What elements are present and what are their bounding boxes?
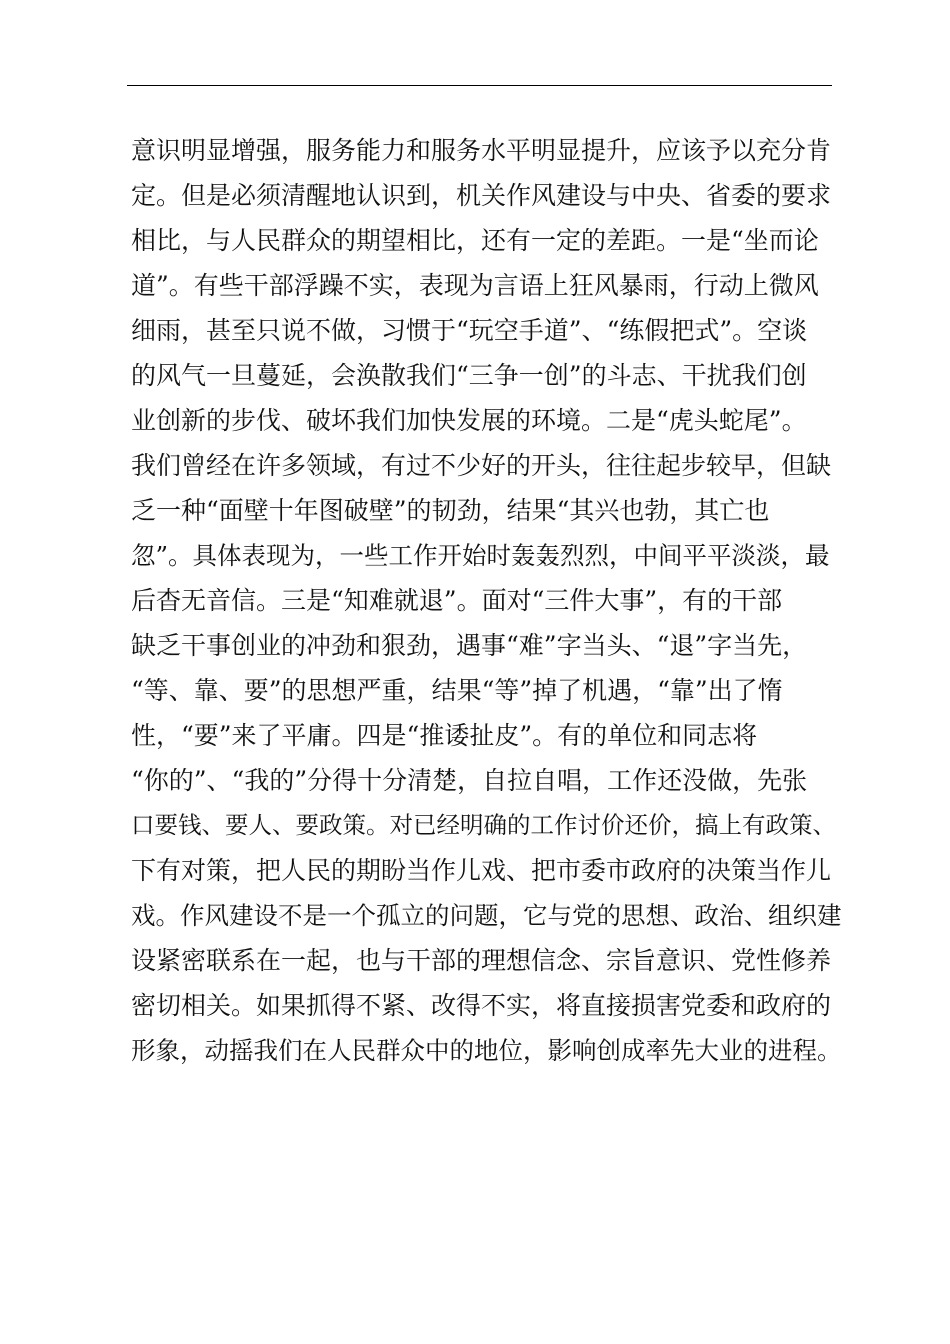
text-line: 乏一种“面壁十年图破壁”的韧劲，结果“其兴也勃，其亡也 <box>131 496 770 525</box>
header-rule <box>127 85 832 86</box>
text-line: 戏。作风建设不是一个孤立的问题，它与党的思想、政治、组织建 <box>131 901 842 930</box>
text-line: 意识明显增强，服务能力和服务水平明显提升，应该予以充分肯 <box>131 136 832 165</box>
text-line: 业创新的步伐、破坏我们加快发展的环境。二是“虎头蛇尾”。 <box>131 406 807 435</box>
text-line: 后杳无音信。三是“知难就退”。面对“三件大事”，有的干部 <box>131 586 783 615</box>
body-paragraph <box>131 128 843 1073</box>
text-line: 忽”。具体表现为，一些工作开始时轰轰烈烈，中间平平淡淡，最 <box>131 541 830 570</box>
text-line: 下有对策，把人民的期盼当作儿戏、把市委市政府的决策当作儿 <box>131 856 832 885</box>
text-line: 细雨，甚至只说不做，习惯于“玩空手道”、“练假把式”。空谈 <box>131 316 808 345</box>
text-line: 口要钱、要人、要政策。对已经明确的工作讨价还价，搞上有政策、 <box>131 811 836 839</box>
text-line: 形象，动摇我们在人民群众中的地位，影响创成率先大业的进程。 <box>131 1036 842 1065</box>
text-line: 的风气一旦蔓延，会涣散我们“三争一创”的斗志、干扰我们创 <box>131 361 807 390</box>
text-line: 定。但是必须清醒地认识到，机关作风建设与中央、省委的要求 <box>131 181 832 210</box>
text-line: 性，“要”来了平庸。四是“推诿扯皮”。有的单位和同志将 <box>131 721 758 750</box>
text-line: 缺乏干事创业的冲劲和狠劲，遇事“难”字当头、“退”字当先， <box>131 631 808 660</box>
text-line: 相比，与人民群众的期望相比，还有一定的差距。一是“坐而论 <box>131 226 819 255</box>
text-line: “你的”、“我的”分得十分清楚，自拉自唱，工作还没做，先张 <box>131 766 808 795</box>
text-line: 设紧密联系在一起，也与干部的理想信念、宗旨意识、党性修养 <box>131 946 832 975</box>
text-line: 我们曾经在许多领域，有过不少好的开头，往往起步较早，但缺 <box>131 451 832 480</box>
text-line: 密切相关。如果抓得不紧、改得不实，将直接损害党委和政府的 <box>131 991 832 1020</box>
text-line: “等、靠、要”的思想严重，结果“等”掉了机遇，“靠”出了惰 <box>131 676 783 705</box>
text-line: 道”。有些干部浮躁不实，表现为言语上狂风暴雨，行动上微风 <box>131 271 819 300</box>
